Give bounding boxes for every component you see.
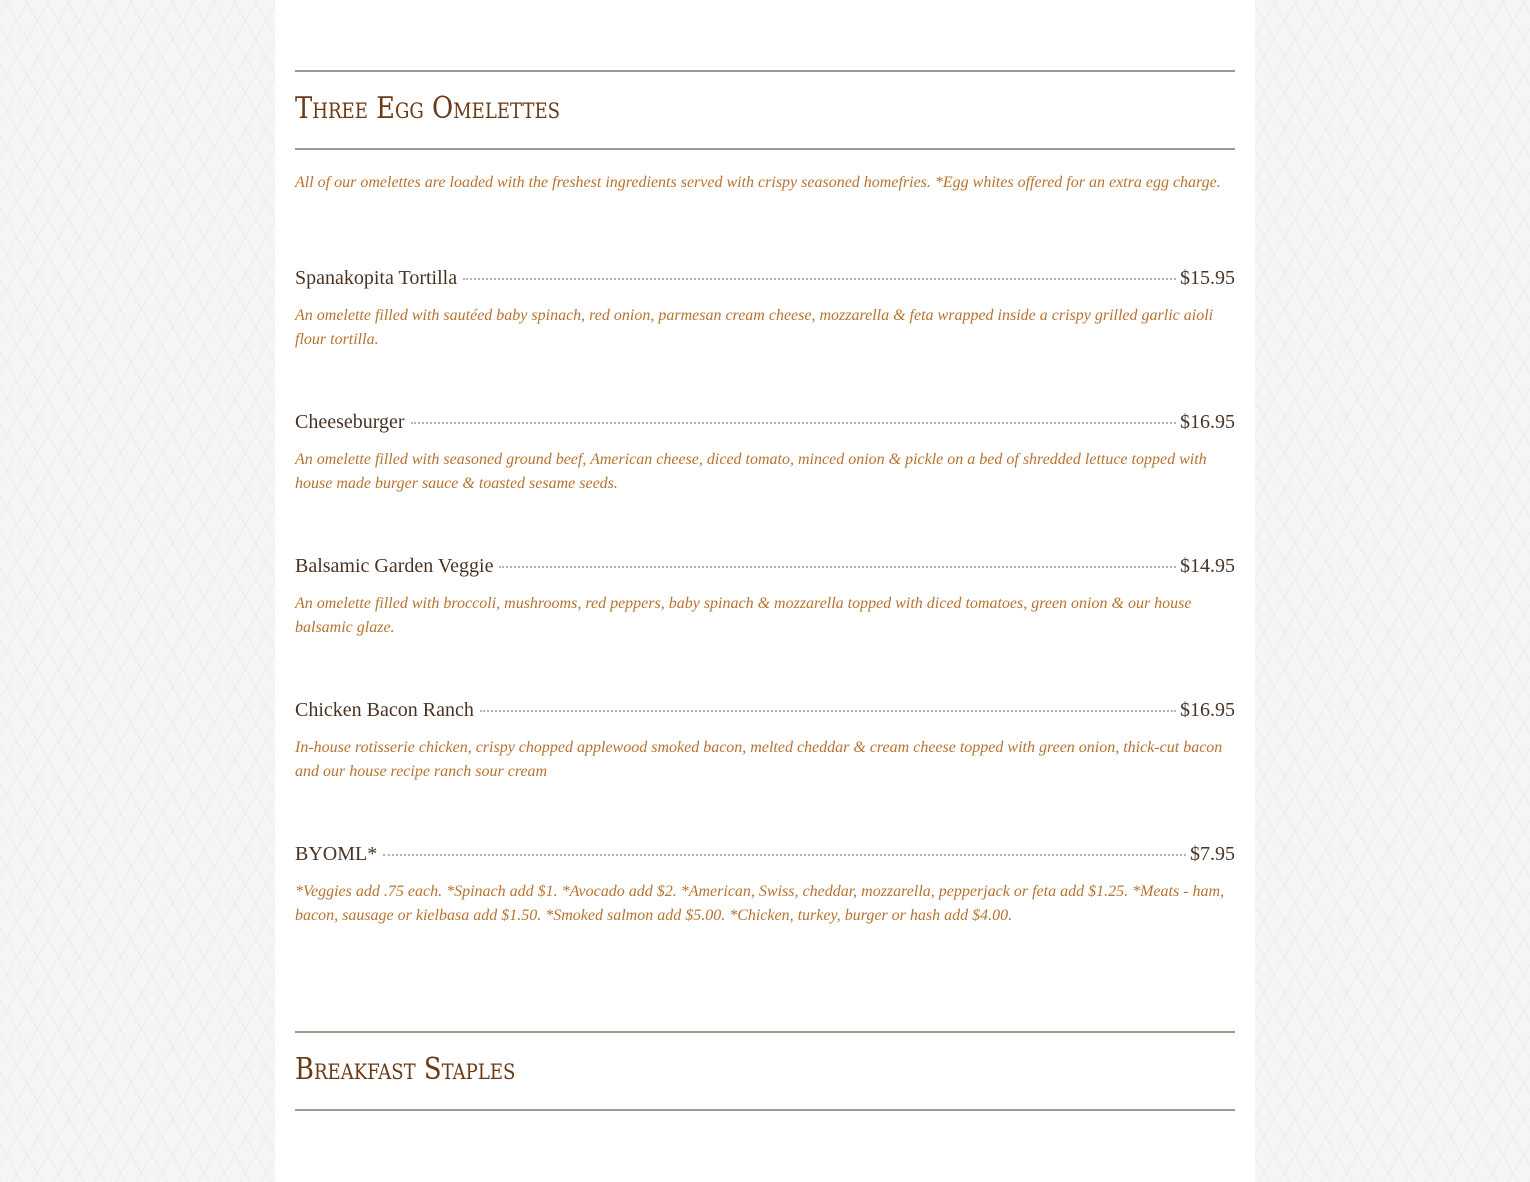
- menu-item-price: $16.95: [1180, 411, 1235, 433]
- menu-item-name: Spanakopita Tortilla: [295, 267, 458, 289]
- section-title: Breakfast Staples: [295, 1052, 516, 1087]
- menu-item-name: Cheeseburger: [295, 411, 405, 433]
- section-bottom-divider: [295, 1109, 1235, 1111]
- dotted-leader: [499, 566, 1176, 568]
- menu-item-description: An omelette filled with broccoli, mushrooms, red peppers, baby spinach & mozzarella topped with diced tomatoes, green onion & our house balsamic glaze.: [295, 595, 1192, 636]
- section-top-divider: [295, 1031, 1235, 1033]
- menu-item: [295, 843, 1235, 928]
- menu-content: [275, 0, 1255, 1182]
- menu-item-price: $14.95: [1180, 555, 1235, 577]
- menu-item-description: An omelette filled with sautéed baby spinach, red onion, parmesan cream cheese, mozzarella & feta wrapped inside a crispy grilled garlic aioli flour tortilla.: [295, 307, 1214, 348]
- section-title: Three Egg Omelettes: [295, 91, 561, 126]
- menu-item-name: BYOML*: [295, 843, 378, 865]
- menu-item-name: Chicken Bacon Ranch: [295, 699, 474, 721]
- menu-item-price: $7.95: [1190, 843, 1235, 865]
- dotted-leader: [411, 422, 1176, 424]
- section-top-divider: [295, 70, 1235, 72]
- menu-item: [295, 411, 1235, 496]
- menu-item-description: *Veggies add .75 each. *Spinach add $1. *Avocado add $2. *American, Swiss, cheddar, mozzarella, pepperjack or feta add $1.25. *Meats - ham, bacon, sausage or kielbasa add $1.50. *Smoked salmon add $5.00. *Chicken, turkey, burger or hash add $4.00.: [295, 883, 1225, 924]
- menu-item: [295, 555, 1235, 640]
- menu-item-price: $15.95: [1180, 267, 1235, 289]
- menu-item-price: $16.95: [1180, 699, 1235, 721]
- dotted-leader: [480, 710, 1176, 712]
- section-intro: All of our omelettes are loaded with the freshest ingredients served with crispy seasoned homefries. *Egg whites offered for an extra egg charge.: [295, 174, 1221, 191]
- menu-item-description: In-house rotisserie chicken, crispy chopped applewood smoked bacon, melted cheddar & cream cheese topped with green onion, thick-cut bacon and our house recipe ranch sour cream: [295, 739, 1223, 780]
- menu-item: [295, 267, 1235, 352]
- menu-item: [295, 699, 1235, 784]
- dotted-leader: [383, 854, 1186, 856]
- dotted-leader: [463, 278, 1176, 280]
- section-bottom-divider: [295, 148, 1235, 150]
- menu-item-name: Balsamic Garden Veggie: [295, 555, 494, 577]
- menu-item-description: An omelette filled with seasoned ground beef, American cheese, diced tomato, minced onion & pickle on a bed of shredded lettuce topped with house made burger sauce & toasted sesame seeds.: [295, 451, 1207, 492]
